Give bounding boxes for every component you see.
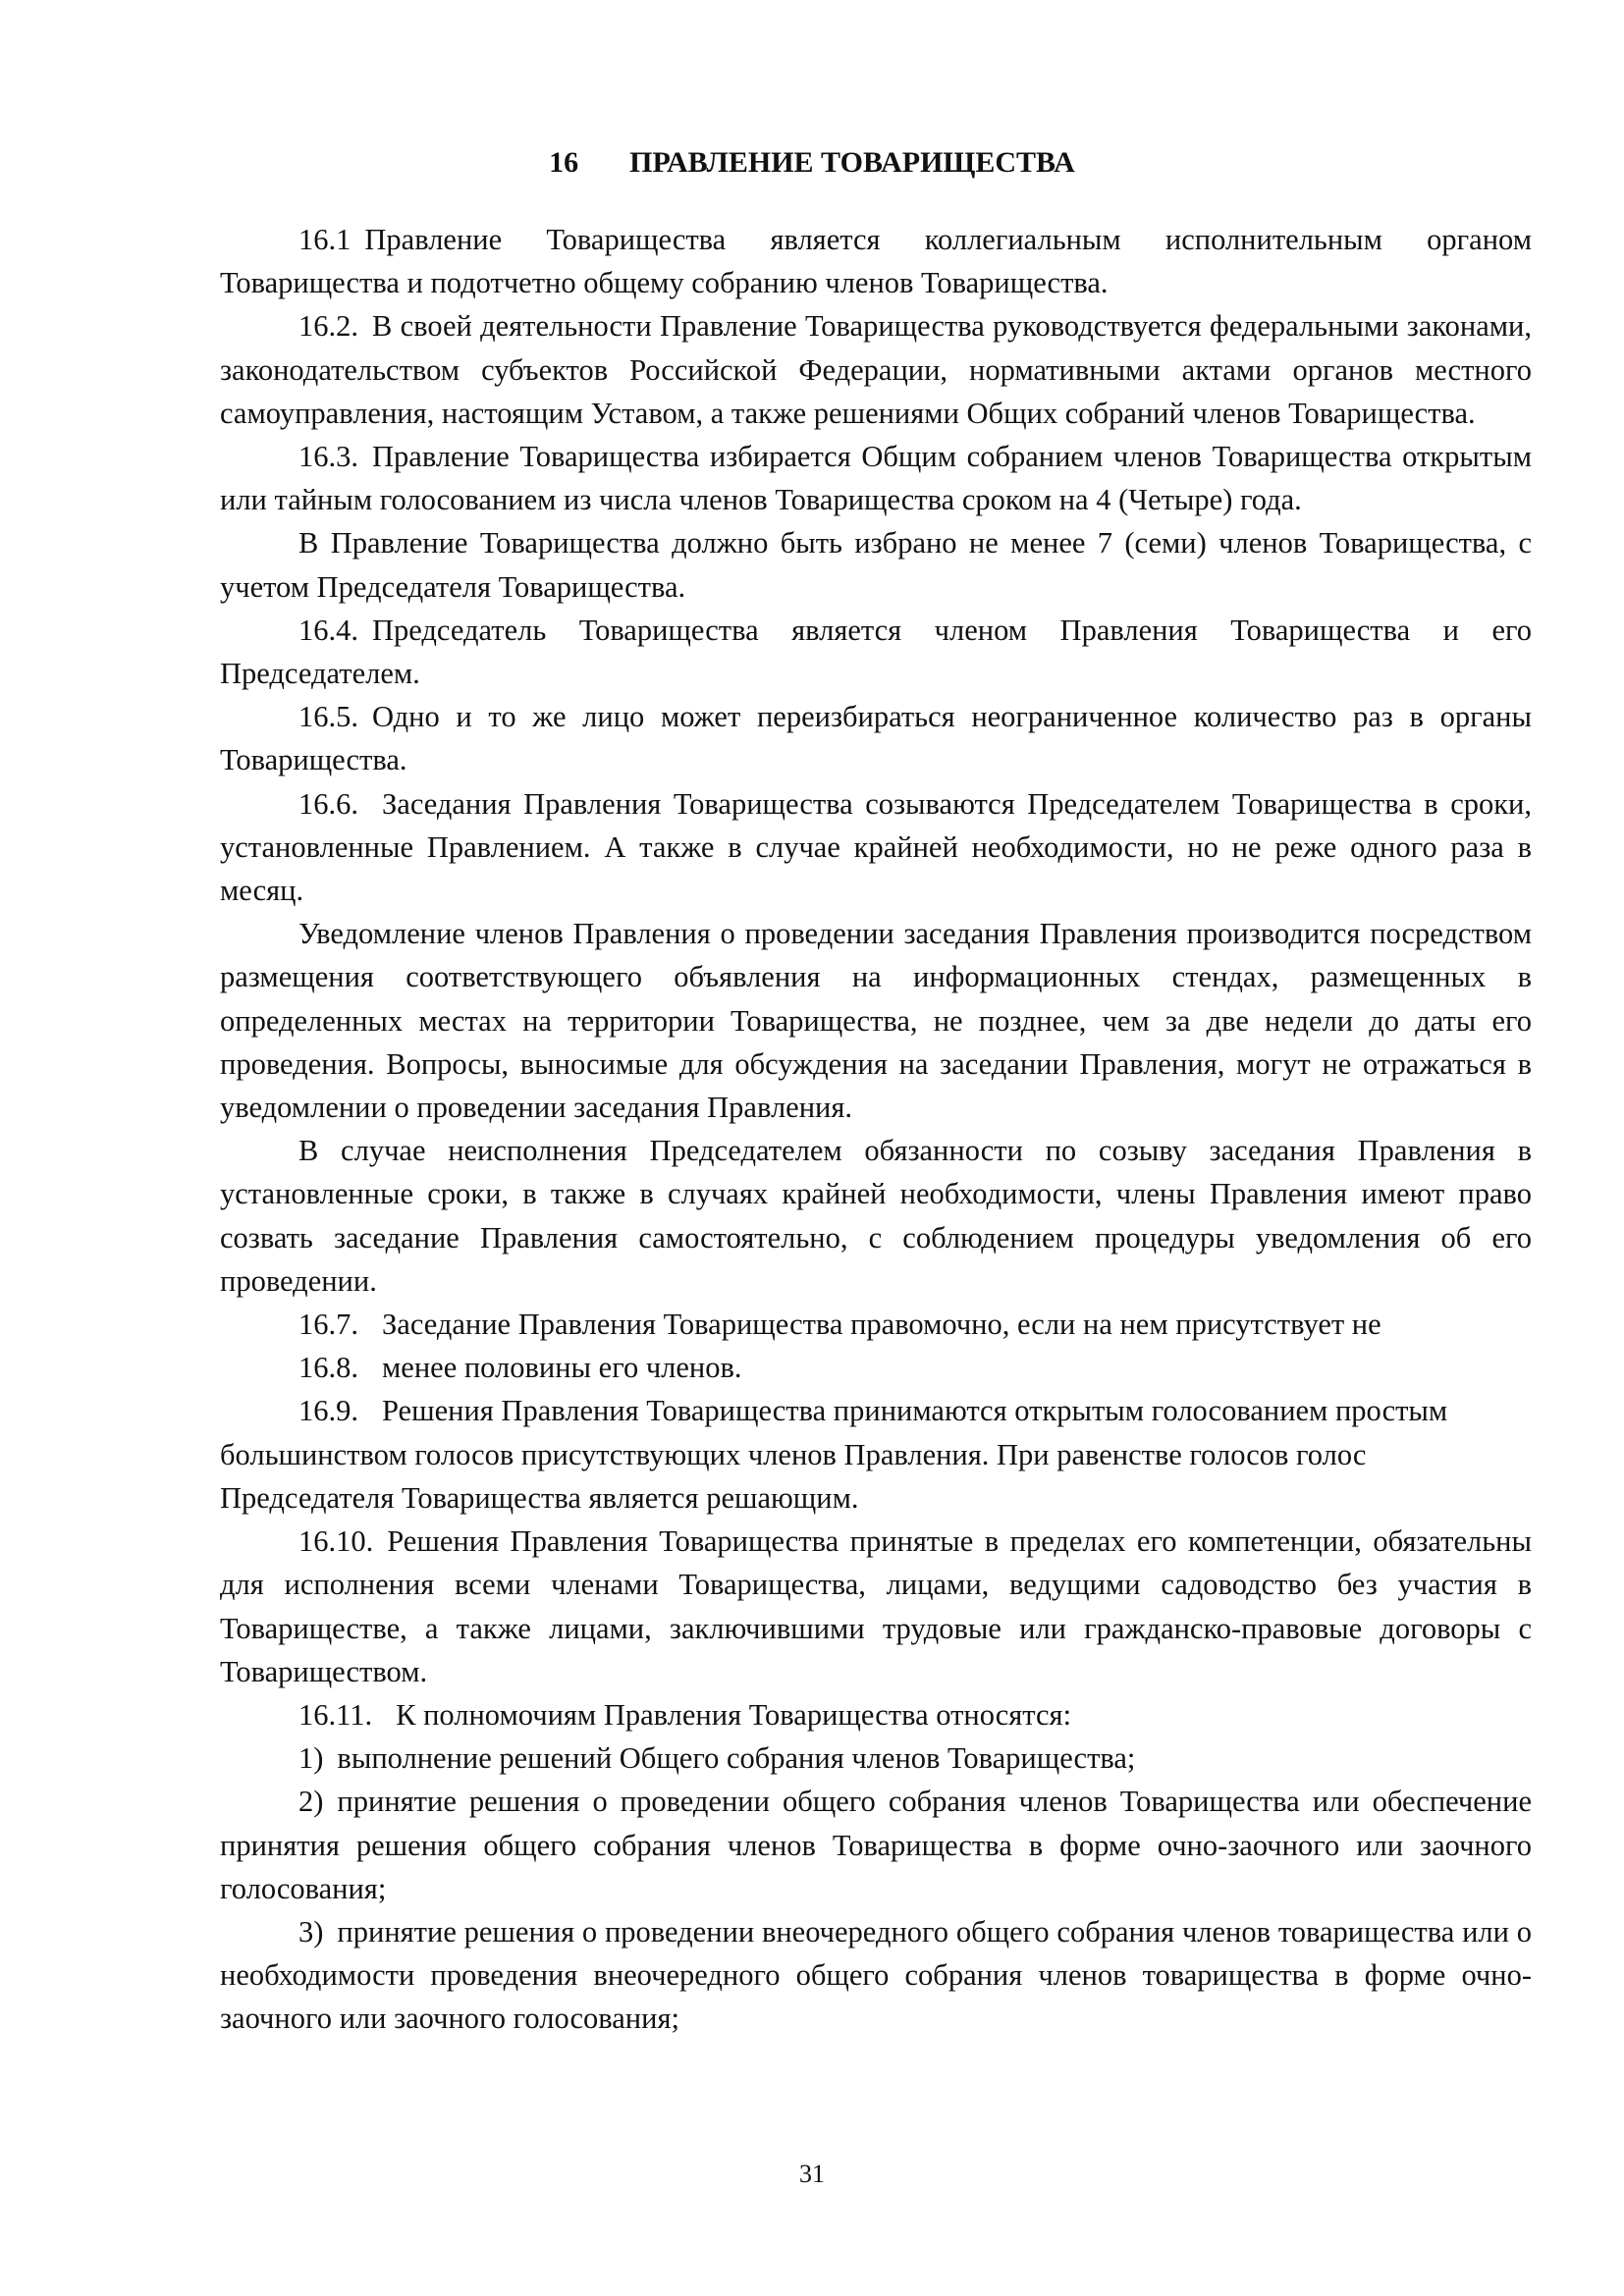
paragraph (220, 1910, 1532, 2041)
paragraph-number: 16.7. (298, 1308, 358, 1342)
paragraph-text: Уведомление членов Правления о проведении заседания Правления производится посредством размещения соответствующего объявления на информационных стендах, размещенных в определенных местах на территории Товарищества, не позднее, чем за две недели до даты его проведения. Вопросы, выносимые для обсуждения на заседании Правления, могут не отражаться в уведомлении о проведении заседания Правления. (220, 917, 1532, 1125)
document-body (220, 218, 1532, 2041)
section-number: 16 (549, 146, 579, 179)
paragraph-number: 16.11. (298, 1697, 373, 1732)
paragraph (220, 521, 1532, 608)
paragraph (220, 609, 1532, 695)
paragraph (220, 912, 1532, 1129)
paragraph-text: менее половины его членов. (382, 1351, 742, 1385)
paragraph-number: 3) (298, 1914, 324, 1949)
paragraph (220, 1129, 1532, 1303)
paragraph-text: принятие решения о проведении внеочередного общего собрания членов товарищества или о необходимости проведения внеочередного общего собрания членов товарищества в форме очно-заочного или заочного голосования; (220, 1914, 1532, 2036)
paragraph (220, 782, 1532, 913)
paragraph (220, 304, 1532, 435)
paragraph (220, 1520, 1532, 1693)
paragraph-text: Одно и то же лицо может переизбираться неограниченное количество раз в органы Товарищества. (220, 700, 1532, 777)
paragraph (220, 218, 1532, 304)
section-heading (0, 145, 1624, 181)
paragraph-text: принятие решения о проведении общего собрания членов Товарищества или обеспечение принятия решения общего собрания членов Товарищества в форме очно-заочного или заочного голосования; (220, 1785, 1532, 1905)
paragraph-number: 2) (298, 1785, 324, 1819)
paragraph-number: 16.9. (298, 1394, 358, 1428)
paragraph-text: Председатель Товарищества является членом Правления Товарищества и его Председателем. (220, 613, 1532, 691)
paragraph-number: 16.10. (298, 1524, 374, 1559)
paragraph-number: 16.3. (298, 440, 358, 474)
paragraph-text: В своей деятельности Правление Товарищества руководствуется федеральными законами, законодательством субъектов Российской Федерации, нормативными актами органов местного самоуправления, настоящим Уставом, а также решениями Общих собраний членов Товарищества. (220, 309, 1532, 430)
page-number: 31 (799, 2160, 825, 2188)
paragraph (220, 1780, 1532, 1910)
paragraph-number: 16.4. (298, 613, 358, 647)
paragraph-text: Решения Правления Товарищества принимаются открытым голосованием простым большинством голосов присутствующих членов Правления. При равенстве голосов голос Председателя Товарищества является решающим. (220, 1394, 1448, 1515)
paragraph (220, 435, 1532, 521)
paragraph-text: В случае неисполнения Председателем обязанности по созыву заседания Правления в установленные сроки, в также в случаях крайней необходимости, члены Правления имеют право созвать заседание Правления самостоятельно, с соблюдением процедуры уведомления об его проведении. (220, 1134, 1532, 1298)
paragraph-text: Правление Товарищества избирается Общим собранием членов Товарищества открытым или тайным голосованием из числа членов Товарищества сроком на 4 (Четыре) года. (220, 440, 1532, 517)
paragraph (220, 695, 1532, 781)
paragraph-number: 16.1 (298, 223, 352, 256)
paragraph (220, 1389, 1532, 1520)
paragraph-number: 16.8. (298, 1351, 358, 1385)
paragraph-number: 16.6. (298, 786, 358, 821)
paragraph (220, 1346, 1532, 1389)
paragraph-text: Решения Правления Товарищества принятые в пределах его компетенции, обязательны для исполнения всеми членами Товарищества, лицами, ведущими садоводство без участия в Товариществе, а также лицами, заключившими трудовые или гражданско-правовые договоры с Товариществом. (220, 1524, 1532, 1688)
section-title: ПРАВЛЕНИЕ ТОВАРИЩЕСТВА (629, 146, 1075, 179)
paragraph-text: В Правление Товарищества должно быть избрано не менее 7 (семи) членов Товарищества, с учетом Председателя Товарищества. (220, 526, 1532, 604)
paragraph-number: 16.5. (298, 700, 358, 734)
paragraph (220, 1693, 1532, 1736)
paragraph-text: Заседания Правления Товарищества созываются Председателем Товарищества в сроки, установленные Правлением. А также в случае крайней необходимости, но не реже одного раза в месяц. (220, 786, 1532, 908)
paragraph (220, 1303, 1532, 1346)
paragraph-text: выполнение решений Общего собрания членов Товарищества; (337, 1741, 1136, 1776)
paragraph-text: Правление Товарищества является коллегиальным исполнительным органом Товарищества и подотчетно общему собранию членов Товарищества. (220, 223, 1532, 300)
paragraph-text: Заседание Правления Товарищества правомочно, если на нем присутствует не (382, 1308, 1381, 1342)
paragraph-number: 1) (298, 1741, 324, 1776)
paragraph-text: К полномочиям Правления Товарищества относятся: (396, 1697, 1072, 1732)
paragraph (220, 1736, 1532, 1780)
paragraph-number: 16.2. (298, 309, 358, 344)
